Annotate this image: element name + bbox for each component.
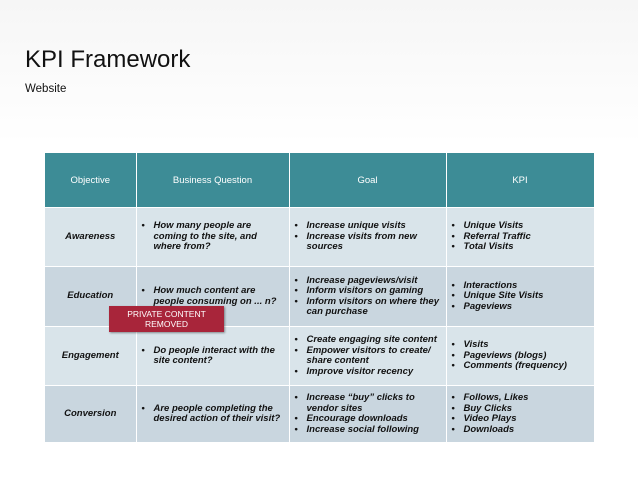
list-item: • Increase “buy” clicks to vendor sites [307, 393, 442, 414]
list-item: • Improve visitor recency [307, 367, 442, 378]
list-item: • Total Visits [464, 242, 590, 253]
kpi-cell [446, 327, 594, 386]
kpi-cell [446, 386, 594, 443]
list-item: • Visits [464, 340, 590, 351]
list-item: • Increase pageviews/visit [307, 276, 442, 287]
list-item: • Video Plays [464, 414, 590, 425]
list-item: • Increase unique visits [307, 221, 442, 232]
list-item: • How much content are people consuming on ... n? [154, 286, 285, 307]
table-row [45, 386, 594, 443]
list-item: • Follows, Likes [464, 393, 590, 404]
list-item: • Inform visitors on gaming [307, 286, 442, 297]
table-row [45, 208, 594, 267]
objective-cell: Education [45, 267, 136, 327]
question-cell [136, 327, 289, 386]
header-kpi: KPI [446, 153, 594, 208]
goal-cell [289, 267, 446, 327]
list-item: • Pageviews (blogs) [464, 351, 590, 362]
header-objective: Objective [45, 153, 136, 208]
goal-cell [289, 327, 446, 386]
question-cell [136, 386, 289, 443]
list-item: • Downloads [464, 425, 590, 436]
objective-cell: Conversion [45, 386, 136, 443]
list-item: • Unique Visits [464, 221, 590, 232]
list-item: • Increase social following [307, 425, 442, 436]
list-item: • Pageviews [464, 302, 590, 313]
goal-cell [289, 386, 446, 443]
list-item: • Referral Traffic [464, 232, 590, 243]
list-item: • Are people completing the desired action of their visit? [154, 404, 285, 425]
list-item: • Comments (frequency) [464, 361, 590, 372]
list-item: • Buy Clicks [464, 404, 590, 415]
slide-title: KPI Framework [25, 46, 191, 73]
header-business-question: Business Question [136, 153, 289, 208]
table-header-row [45, 153, 594, 208]
list-item: • How many people are coming to the site, and where from? [154, 221, 285, 253]
goal-cell [289, 208, 446, 267]
list-item: • Encourage downloads [307, 414, 442, 425]
kpi-table [45, 153, 595, 443]
objective-cell: Awareness [45, 208, 136, 267]
list-item: • Empower visitors to create/ share content [307, 346, 442, 367]
header-goal: Goal [289, 153, 446, 208]
list-item: • Interactions [464, 281, 590, 292]
objective-cell: Engagement [45, 327, 136, 386]
list-item: • Do people interact with the site content? [154, 346, 285, 367]
slide-subtitle: Website [25, 83, 67, 95]
private-content-badge: PRIVATE CONTENT REMOVED [109, 306, 224, 332]
kpi-cell [446, 208, 594, 267]
kpi-cell [446, 267, 594, 327]
question-cell [136, 208, 289, 267]
list-item: • Inform visitors on where they can purchase [307, 297, 442, 318]
list-item: • Create engaging site content [307, 335, 442, 346]
table-row [45, 327, 594, 386]
list-item: • Unique Site Visits [464, 291, 590, 302]
list-item: • Increase visits from new sources [307, 232, 442, 253]
